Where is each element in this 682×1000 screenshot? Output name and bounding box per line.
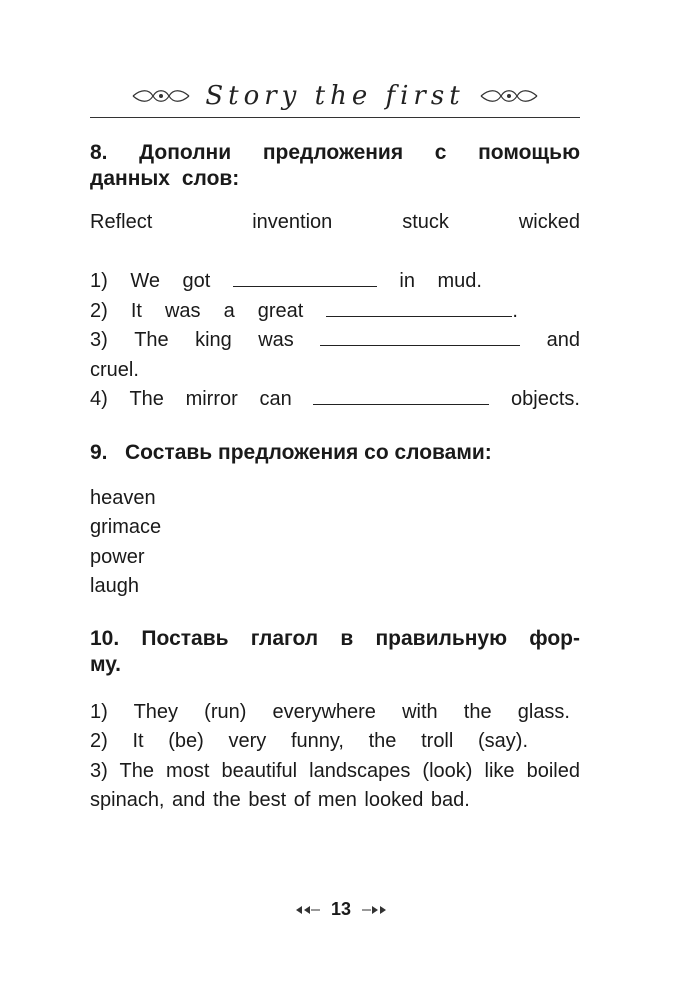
list-item: power — [90, 545, 145, 568]
left-ornament-icon — [295, 905, 321, 915]
list-item: heaven — [90, 486, 156, 509]
line-word: 4) — [90, 388, 108, 410]
task-9-title: 9. Составь предложения со словами: — [90, 440, 492, 464]
list-item: grimace — [90, 516, 162, 538]
line-word: a — [223, 299, 235, 322]
line-word: and — [546, 329, 580, 351]
exercise-line-continuation: cruel. — [90, 358, 139, 381]
list-item: 2) It (be) very funny, the troll (say). — [90, 730, 528, 752]
sentence-list — [90, 698, 580, 816]
exercise-line — [90, 267, 580, 297]
left-flourish-icon — [131, 87, 191, 105]
page-number: 13 — [330, 899, 352, 919]
list-item: 3) The most beautiful landscapes (look) like boiled spinach, and the best of men looked bad. — [90, 759, 580, 811]
word-bank-item: Reflect — [90, 211, 153, 233]
exercise-line — [90, 385, 580, 415]
word-bank-item: invention — [252, 211, 333, 233]
exercise-line — [90, 326, 580, 356]
line-word: The — [129, 388, 164, 410]
line-word: in — [399, 270, 415, 292]
fill-in-blank[interactable] — [233, 268, 377, 287]
word-bank — [90, 207, 580, 237]
fill-in-blank[interactable] — [313, 386, 489, 405]
header-title: Story the first — [205, 81, 465, 111]
line-word: was — [164, 299, 201, 322]
task-10-title-line-1: 10. Поставь глагол в правильную фор- — [90, 626, 580, 650]
word-list — [90, 484, 580, 602]
line-word: mud. — [437, 270, 482, 292]
line-word: 2) — [90, 299, 108, 322]
line-word: 1) — [90, 270, 108, 292]
task-10-title — [90, 626, 580, 678]
right-flourish-icon — [479, 87, 539, 105]
word-bank-item: wicked — [518, 211, 580, 233]
line-word: mirror — [185, 388, 238, 410]
line-word: . — [512, 299, 518, 322]
list-item: 1) They (run) everywhere with the glass. — [90, 700, 570, 723]
page-footer — [0, 899, 682, 920]
running-header — [90, 76, 580, 116]
line-word: It — [130, 299, 142, 322]
line-word: objects. — [511, 388, 580, 410]
line-word: king — [195, 329, 232, 351]
line-word: We — [130, 270, 160, 292]
line-word: was — [258, 329, 294, 351]
header-rule — [90, 117, 580, 118]
fill-in-blank[interactable] — [326, 298, 512, 317]
list-item: laugh — [90, 575, 139, 597]
word-bank-item: stuck — [402, 211, 449, 233]
right-ornament-icon — [361, 905, 387, 915]
line-word: can — [259, 388, 292, 410]
exercise-line — [90, 297, 580, 327]
line-word: The — [134, 329, 169, 351]
line-word: 3) — [90, 329, 108, 351]
line-word: got — [182, 270, 211, 292]
fill-in-blank[interactable] — [320, 327, 520, 346]
line-word: great — [257, 299, 304, 322]
task-10-title-line-2: му. — [90, 652, 121, 676]
page-content — [90, 140, 580, 816]
task-8-title: 8. Дополни предложения с помощью данных слов: — [90, 141, 580, 190]
